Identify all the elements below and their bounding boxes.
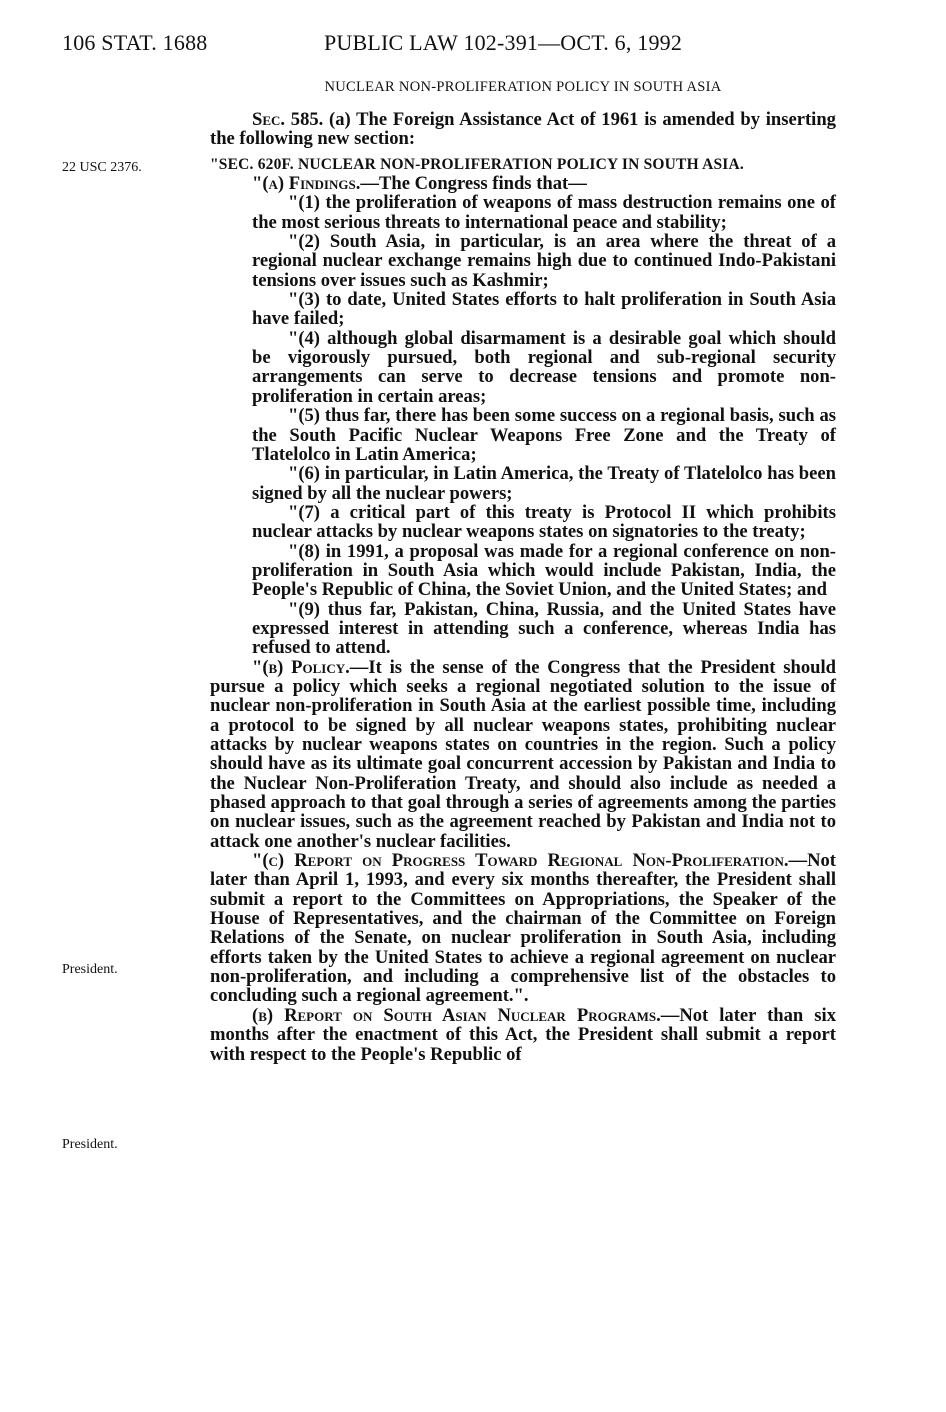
finding-item: "(6) in particular, in Latin America, the Treaty of Tlatelolco has been signed by all the nuclear powers; [252,463,836,504]
finding-item: "(2) South Asia, in particular, is an area where the threat of a regional nuclear exchange remains high due to continued Indo-Pakistani tensions over issues such as Kashmir; [252,231,836,291]
report-text: —Not later than April 1, 1993, and every six months thereafter, the President shall submit a report to the Committees on Appropriations, the Speaker of the House of Representatives, and the chairman of the Committee on Foreign Relations of the Senate, on nuclear proliferation in South Asia, including efforts taken by the United States to achieve a regional agreement on nuclear non-proliferation, and including a comprehensive list of the obstacles to concluding such a regional agreement.". [210,850,836,1007]
new-section-heading: "SEC. 620F. NUCLEAR NON-PROLIFERATION POLICY IN SOUTH ASIA. [210,155,744,173]
margin-note-usc: 22 USC 2376. [62,160,142,175]
sec-label: Sec. 585. [252,109,324,130]
programs-label: (b) Report on South Asian Nuclear Programs. [252,1004,661,1026]
finding-item: "(8) in 1991, a proposal was made for a regional conference on non-proliferation in South Asia which would include Pakistan, India, the People's Republic of China, the Soviet Union, and the United States; and [252,540,836,601]
margin-note-president: President. [62,1137,118,1152]
stat-citation: 106 STAT. 1688 [62,30,208,55]
section-heading: NUCLEAR NON-PROLIFERATION POLICY IN SOUTH ASIA [324,79,722,95]
margin-note-president: President. [62,962,118,977]
finding-item: "(4) although global disarmament is a desirable goal which should be vigorously pursued, both regional and sub-regional security arrangements can serve to decrease tensions and promote non-proliferation in certain areas; [252,327,836,407]
findings-paragraph [210,174,836,193]
finding-item: "(9) thus far, Pakistan, China, Russia, and the United States have expressed interest in attending such a conference, whereas India has refused to attend. [252,598,836,659]
programs-paragraph [210,1006,836,1064]
public-law-citation: PUBLIC LAW 102-391—OCT. 6, 1992 [324,30,683,55]
policy-label: "(b) Policy. [252,656,350,678]
section-585-paragraph [210,110,836,149]
programs-text: —Not later than six months after the enactment of this Act, the President shall submit a report with respect to the People's Republic of [210,1004,836,1065]
policy-text: —It is the sense of the Congress that the President should pursue a policy which seeks a regional negotiated solution to the issue of nuclear non-proliferation in South Asia at the earliest possible time, including a protocol to be signed by all nuclear weapons states, prohibiting nuclear attacks by nuclear weapons states on countries in the region. Such a policy should have as its ultimate goal concurrent accession by Pakistan and India to the Nuclear Non-Proliferation Treaty, and should also include as needed a phased approach to that goal through a series of agreements among the parties on nuclear issues, such as the agreement reached by Pakistan and India not to attack one another's nuclear facilities. [210,656,837,852]
finding-item: "(3) to date, United States efforts to halt proliferation in South Asia have failed; [252,289,836,330]
sec-text: (a) The Foreign Assistance Act of 1961 is amended by inserting the following new section: [210,109,836,150]
policy-paragraph [210,658,836,851]
finding-item: "(1) the proliferation of weapons of mass destruction remains one of the most serious threats to international peace and stability; [252,192,836,233]
finding-item: "(7) a critical part of this treaty is Protocol II which prohibits nuclear attacks by nuclear weapons states on signatories to the treaty; [252,501,836,543]
report-paragraph [210,851,836,1006]
findings-intro: —The Congress finds that— [360,173,587,195]
findings-list [210,193,836,657]
findings-label: "(a) Findings. [252,173,361,195]
finding-item: "(5) thus far, there has been some success on a regional basis, such as the South Pacific Nuclear Weapons Free Zone and the Treaty of Tlatelolco in Latin America; [252,405,836,465]
report-label: "(c) Report on Progress Toward Regional Non-Proliferation. [252,850,789,872]
law-body [210,110,836,1064]
